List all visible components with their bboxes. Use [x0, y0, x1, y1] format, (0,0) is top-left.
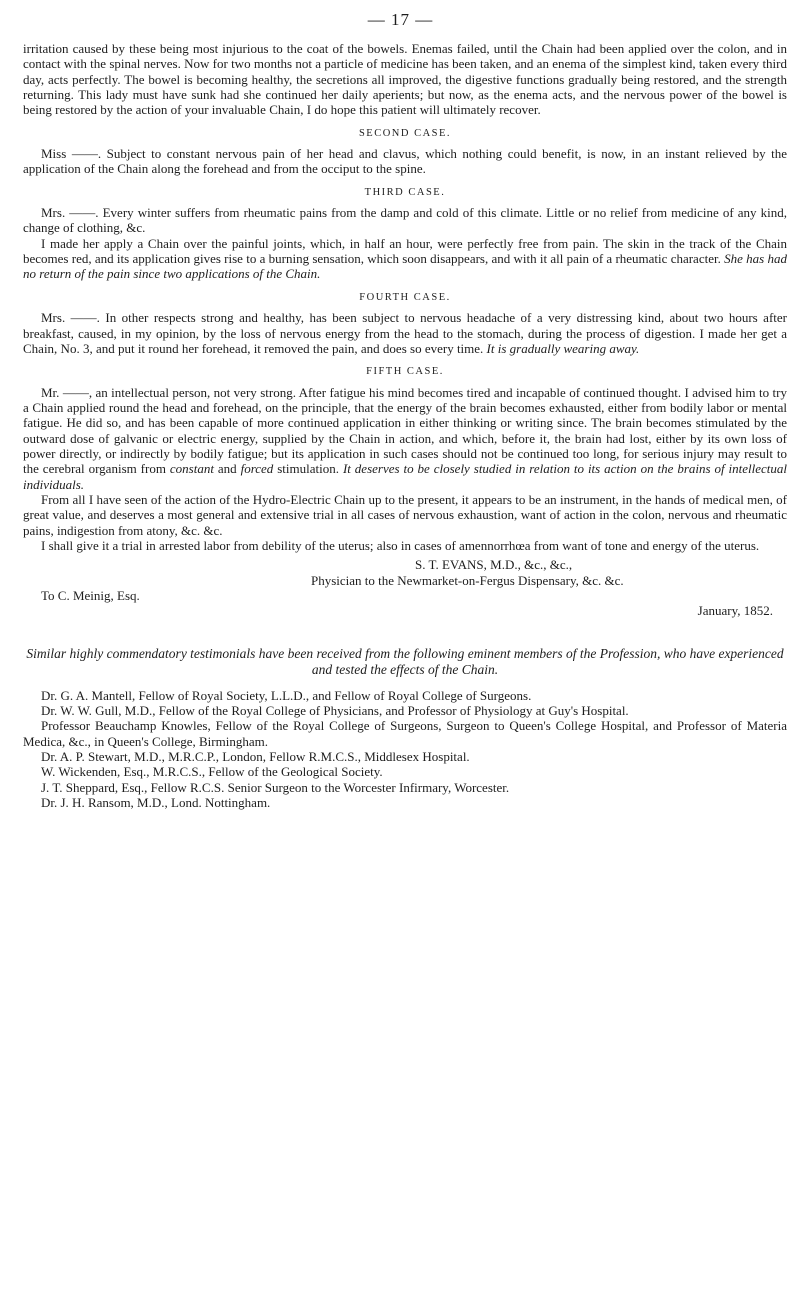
fourth-case-text: Mrs. ——. In other respects strong and healthy, has been subject to nervous headache of a very distressing kind, about two hours after breakfast, caused, in my opinion, by the loss of nervous energy from the head to the stomach, during the process of digestion. I made her get a Chain, No. 3, and put it round her forehead, it removed the pain, and does so every time. [23, 310, 787, 356]
page-number: — 17 — [367, 10, 434, 29]
paragraph-third-case-b [23, 236, 787, 282]
signature-date: January, 1852. [697, 603, 773, 619]
fourth-case-emphasis: It is gradually wearing away. [486, 340, 640, 356]
list-item: Dr. J. H. Ransom, M.D., Lond. Nottingham. [41, 795, 271, 811]
paragraph-second-case: Miss ——. Subject to constant nervous pain of her head and clavus, which nothing could benefit, is now, in an instant relieved by the application of the Chain along the forehead and from the occiput to the spine. [23, 146, 787, 177]
signature-title: Physician to the Newmarket-on-Fergus Dispensary, &c. &c. [311, 572, 624, 588]
paragraph-third-case-a: Mrs. ——. Every winter suffers from rheumatic pains from the damp and cold of this climate. Little or no relief from medicine of any kind, change of clothing, &c. [23, 205, 787, 236]
paragraph-fifth-case-b: From all I have seen of the action of the Hydro-Electric Chain up to the present, it appears to be an instrument, in the hands of medical men, of great value, and deserves a most general and extensive trial in all cases of nervous exhaustion, want of action in the colon, nervous and rheumatic pains, indigestion from atony, &c. &c. [23, 491, 787, 538]
list-item: Dr. W. W. Gull, M.D., Fellow of the Royal College of Physicians, and Professor of Physiology at Guy's Hospital. [41, 703, 629, 719]
fifth-case-text: Mr. ——, an intellectual person, not very strong. After fatigue his mind becomes tired and incapable of continued thought. I advised him to try a Chain applied round the head and forehead, on the principle, that the energy of the brain becomes exhausted, either from bodily labor or mental fatigue. He did so, and has been capable of more continued application in either thinking or writing since. The brain becomes stimulated by the outward dose of galvanic or electric energy, supplied by the Chain in action, and which, before it, the brain had lost, either by its own loss of power directly, or indirectly by bodily fatigue; but its application in such cases should not be continued too long, for serious injury may result to the cerebral organism from [23, 384, 787, 477]
heading-second-case: SECOND CASE. [358, 127, 452, 139]
testimonials-list [23, 688, 787, 811]
testimonials-heading: Similar highly commendatory testimonials have been received from the following eminent members of the Profession, who have experienced and tested the effects of the Chain. [26, 645, 784, 677]
heading-third-case: THIRD CASE. [364, 186, 446, 198]
paragraph-fifth-case-a [23, 385, 787, 492]
fifth-case-and: and [213, 461, 241, 477]
fifth-case-emphasis-constant: constant [169, 461, 214, 477]
heading-fifth-case: FIFTH CASE. [366, 366, 444, 378]
fifth-case-emphasis-study: It deserves to be closely studied in relation to its action on the brains of intellectual individuals. [23, 461, 788, 492]
heading-fourth-case: FOURTH CASE. [359, 291, 451, 303]
signature-name: S. T. EVANS, M.D., &c., &c., [415, 557, 573, 573]
list-item: Professor Beauchamp Knowles, Fellow of the Royal College of Surgeons, Surgeon to Queen's College Hospital, and Professor of Materia Medica, &c., in Queen's College, Birmingham. [23, 718, 787, 749]
third-case-emphasis: She has had no return of the pain since two applications of the Chain. [23, 251, 787, 282]
list-item: Dr. A. P. Stewart, M.D., M.R.C.P., London, Fellow R.M.C.S., Middlesex Hospital. [41, 749, 470, 765]
list-item: W. Wickenden, Esq., M.R.C.S., Fellow of the Geological Society. [41, 764, 383, 780]
list-item: J. T. Sheppard, Esq., Fellow R.C.S. Senior Surgeon to the Worcester Infirmary, Worcester. [41, 779, 510, 795]
fifth-case-emphasis-forced: forced [240, 461, 274, 477]
paragraph-fourth-case [23, 310, 787, 356]
signature-recipient: To C. Meinig, Esq. [41, 588, 140, 603]
third-case-text: I made her apply a Chain over the painful joints, which, in half an hour, were perfectly free from pain. The skin in the track of the Chain becomes red, and its application gives rise to a burning sensation, which soon disappears, and with it all pain of a rheumatic character. [23, 235, 787, 267]
signature-block [23, 557, 787, 618]
fifth-case-tail: stimulation. [273, 461, 343, 477]
paragraph-first-case-continued: irritation caused by these being most injurious to the coat of the bowels. Enemas failed, until the Chain had been applied over the colon, and in contact with the spinal nerves. Now for two months not a particle of medicine has been taken, and an enema of the simplest kind, taken every third day, acts perfectly. The bowel is becoming healthy, the secretions all improved, the digestive functions gradually being restored, and the strength returning. This lady must have sunk had she continued her daily aperients; but now, as the enema acts, and the nervous power of the bowel is being restored by the action of your invaluable Chain, I do hope this patient will ultimately recover. [23, 41, 787, 118]
body-text [23, 41, 787, 810]
list-item: Dr. G. A. Mantell, Fellow of Royal Society, L.L.D., and Fellow of Royal College of Surgeons. [41, 687, 532, 703]
paragraph-fifth-case-c: I shall give it a trial in arrested labor from debility of the uterus; also in cases of amennorrhœa from want of tone and energy of the uterus. [41, 537, 760, 553]
